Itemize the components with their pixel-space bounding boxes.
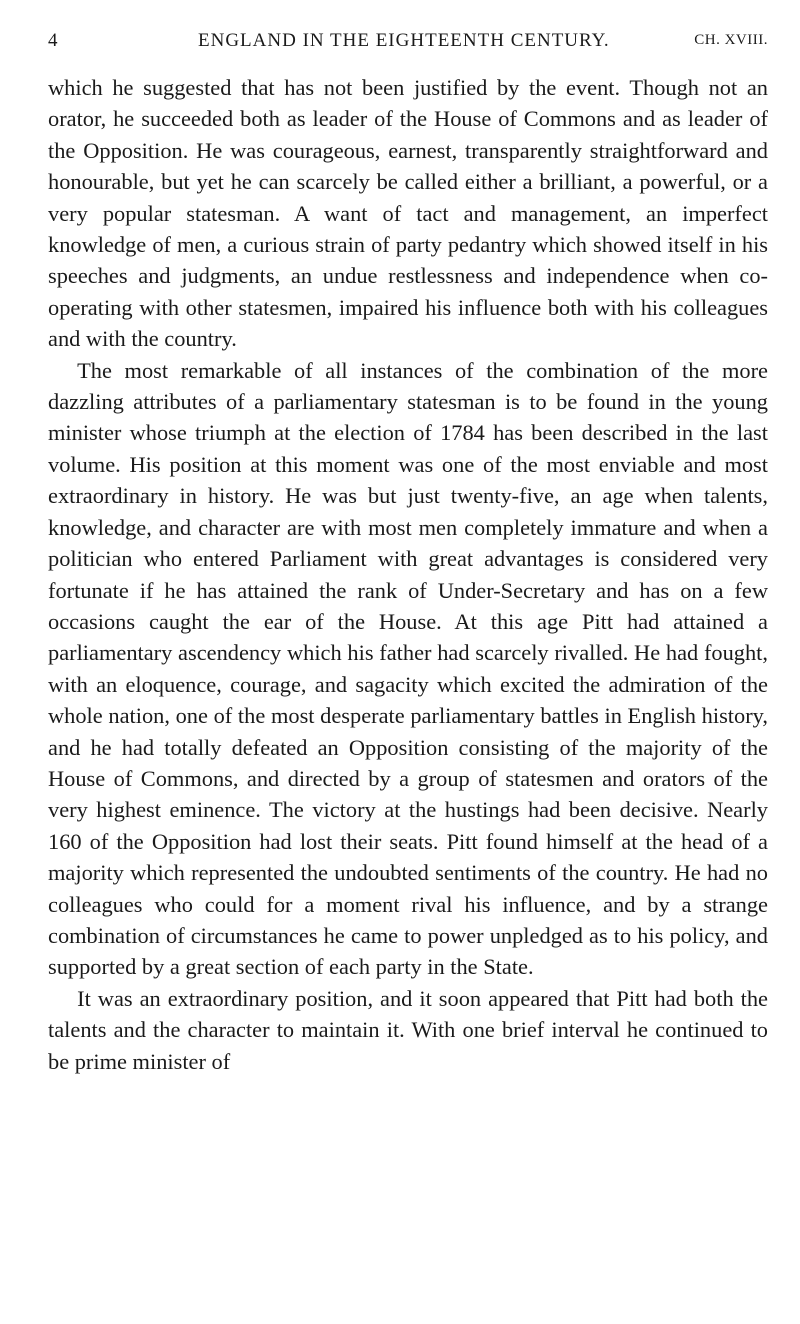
book-page bbox=[48, 22, 768, 1077]
body-text bbox=[48, 72, 768, 1077]
paragraph-continued: which he suggested that has not been justified by the event. Though not an orator, he succeeded both as leader of the House of Commons and as leader of the Opposition. He was courageous, earnest, transparently straightforward and honourable, but yet he can scarcely be called either a brilliant, a powerful, or a very popular statesman. A want of tact and management, an imperfect knowledge of men, a curious strain of party pedantry which showed itself in his speeches and judgments, an undue restlessness and independence when co-operating with other statesmen, impaired his influence both with his colleagues and with the country. bbox=[48, 75, 768, 352]
chapter-label: CH. XVIII. bbox=[694, 32, 768, 48]
running-header bbox=[48, 22, 768, 56]
running-title: ENGLAND IN THE EIGHTEENTH CENTURY. bbox=[198, 30, 610, 51]
paragraph-pitt-ascendency: The most remarkable of all instances of the combination of the more dazzling attributes of a parliamentary statesman is to be found in the young minister whose triumph at the election of 1784 has been described in the last volume. His position at this moment was one of the most enviable and most extraordinary in history. He was but just twenty-five, an age when talents, knowledge, and character are with most men completely immature and when a politician who entered Parliament with great advantages is considered very fortunate if he has attained the rank of Under-Secretary and has on a few occasions caught the ear of the House. At this age Pitt had attained a parliamentary ascendency which his father had scarcely rivalled. He had fought, with an eloquence, courage, and sagacity which excited the admiration of the whole nation, one of the most desperate parliamentary battles in English history, and he had totally defeated an Opposition consisting of the majority of the House of Commons, and directed by a group of statesmen and orators of the very highest eminence. The victory at the hustings had been decisive. Nearly 160 of the Opposition had lost their seats. Pitt found himself at the head of a majority which represented the undoubted sentiments of the country. He had no colleagues who could for a moment rival his influence, and by a strange combination of circumstances he came to power unpledged as to his policy, and supported by a great section of each party in the State. bbox=[48, 357, 768, 980]
page-number: 4 bbox=[48, 30, 58, 51]
paragraph-extraordinary-position: It was an extraordinary position, and it soon appeared that Pitt had both the talents and the character to maintain it. With one brief interval he continued to be prime minister of bbox=[48, 985, 768, 1074]
